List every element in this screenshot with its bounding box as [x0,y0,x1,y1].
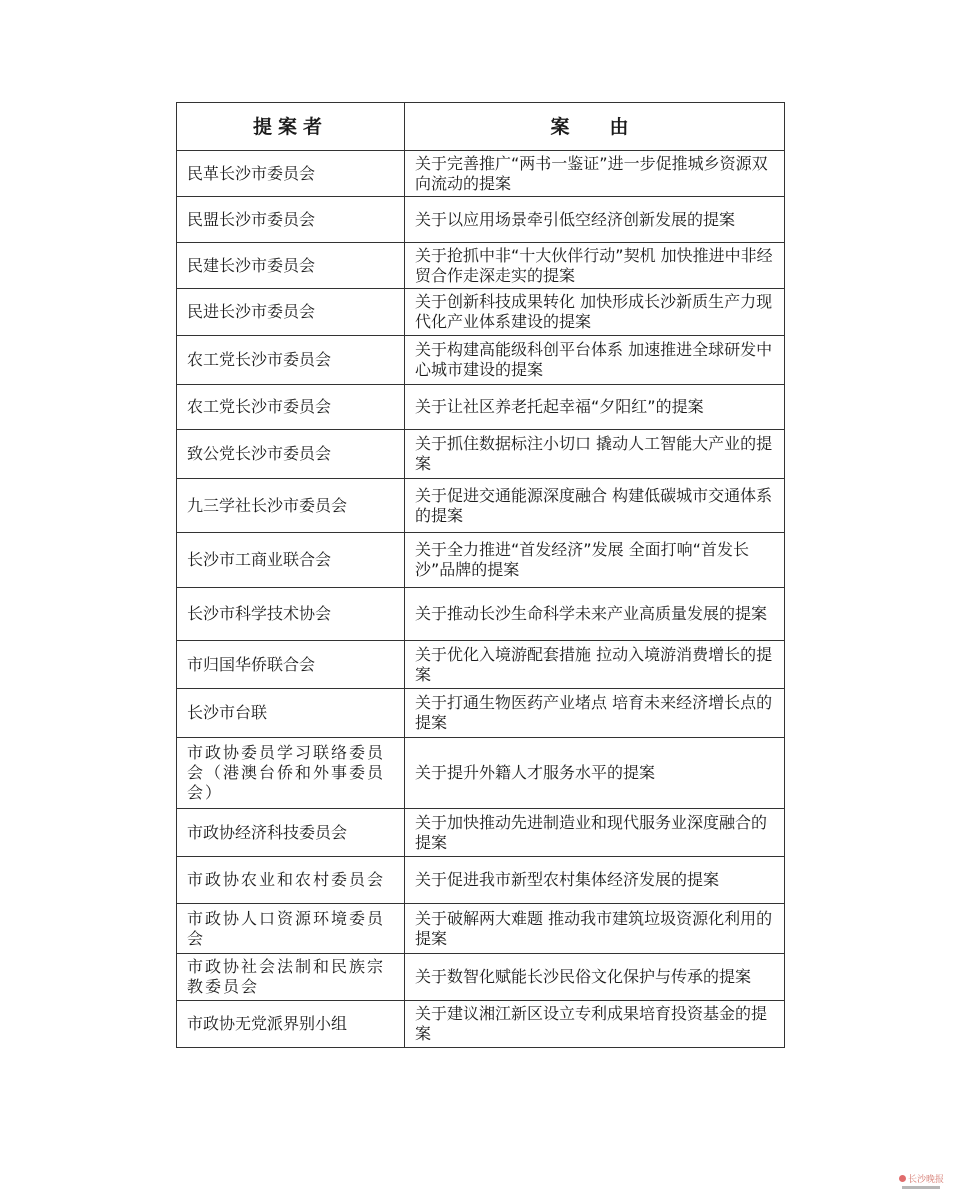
table-row [177,289,785,336]
cell-proposer: 致公党长沙市委员会 [177,430,405,479]
table-row [177,197,785,243]
cell-subject: 关于提升外籍人才服务水平的提案 [405,738,785,809]
cell-proposer: 民建长沙市委员会 [177,243,405,289]
table-row [177,689,785,738]
table-row [177,857,785,904]
cell-subject: 关于打通生物医药产业堵点 培育未来经济增长点的提案 [405,689,785,738]
watermark-label: 长沙晚报 [907,1175,944,1185]
table-row [177,151,785,197]
header-proposer: 提案者 [177,103,405,151]
cell-subject: 关于抓住数据标注小切口 撬动人工智能大产业的提案 [405,430,785,479]
proposal-table [176,102,785,1048]
cell-subject: 关于促进交通能源深度融合 构建低碳城市交通体系的提案 [405,479,785,533]
table-row [177,954,785,1001]
cell-proposer: 市政协无党派界别小组 [177,1001,405,1048]
table-row [177,738,785,809]
cell-proposer: 九三学社长沙市委员会 [177,479,405,533]
table-row [177,809,785,857]
cell-subject: 关于优化入境游配套措施 拉动入境游消费增长的提案 [405,641,785,689]
cell-proposer: 市政协委员学习联络委员会（港澳台侨和外事委员会） [177,738,405,809]
cell-proposer: 市政协社会法制和民族宗教委员会 [177,954,405,1001]
table-body [177,151,785,1048]
cell-proposer: 农工党长沙市委员会 [177,336,405,385]
cell-subject: 关于让社区养老托起幸福“夕阳红”的提案 [405,385,785,430]
cell-proposer: 市政协人口资源环境委员会 [177,904,405,954]
newspaper-logo-icon [899,1175,906,1182]
cell-proposer: 市归国华侨联合会 [177,641,405,689]
cell-subject: 关于推动长沙生命科学未来产业高质量发展的提案 [405,588,785,641]
table-row [177,479,785,533]
cell-subject: 关于建议湘江新区设立专利成果培育投资基金的提案 [405,1001,785,1048]
cell-subject: 关于以应用场景牵引低空经济创新发展的提案 [405,197,785,243]
cell-subject: 关于加快推动先进制造业和现代服务业深度融合的提案 [405,809,785,857]
cell-proposer: 市政协经济科技委员会 [177,809,405,857]
cell-proposer: 民革长沙市委员会 [177,151,405,197]
table-header-row [177,103,785,151]
table-row [177,430,785,479]
cell-proposer: 民盟长沙市委员会 [177,197,405,243]
cell-proposer: 市政协农业和农村委员会 [177,857,405,904]
cell-subject: 关于破解两大难题 推动我市建筑垃圾资源化利用的提案 [405,904,785,954]
cell-proposer: 长沙市科学技术协会 [177,588,405,641]
cell-proposer: 长沙市工商业联合会 [177,533,405,588]
header-subject: 案由 [405,103,785,151]
table-row [177,336,785,385]
cell-subject: 关于构建高能级科创平台体系 加速推进全球研发中心城市建设的提案 [405,336,785,385]
table-row [177,588,785,641]
watermark-underline [902,1186,940,1189]
table-row [177,1001,785,1048]
cell-subject: 关于全力推进“首发经济”发展 全面打响“首发长沙”品牌的提案 [405,533,785,588]
cell-subject: 关于数智化赋能长沙民俗文化保护与传承的提案 [405,954,785,1001]
cell-subject: 关于促进我市新型农村集体经济发展的提案 [405,857,785,904]
cell-subject: 关于创新科技成果转化 加快形成长沙新质生产力现代化产业体系建设的提案 [405,289,785,336]
cell-proposer: 长沙市台联 [177,689,405,738]
table-row [177,904,785,954]
table-row [177,533,785,588]
table-row [177,243,785,289]
cell-proposer: 民进长沙市委员会 [177,289,405,336]
table-row [177,641,785,689]
cell-subject: 关于完善推广“两书一鉴证”进一步促推城乡资源双向流动的提案 [405,151,785,197]
table-row [177,385,785,430]
watermark-logo [899,1172,944,1189]
cell-proposer: 农工党长沙市委员会 [177,385,405,430]
cell-subject: 关于抢抓中非“十大伙伴行动”契机 加快推进中非经贸合作走深走实的提案 [405,243,785,289]
